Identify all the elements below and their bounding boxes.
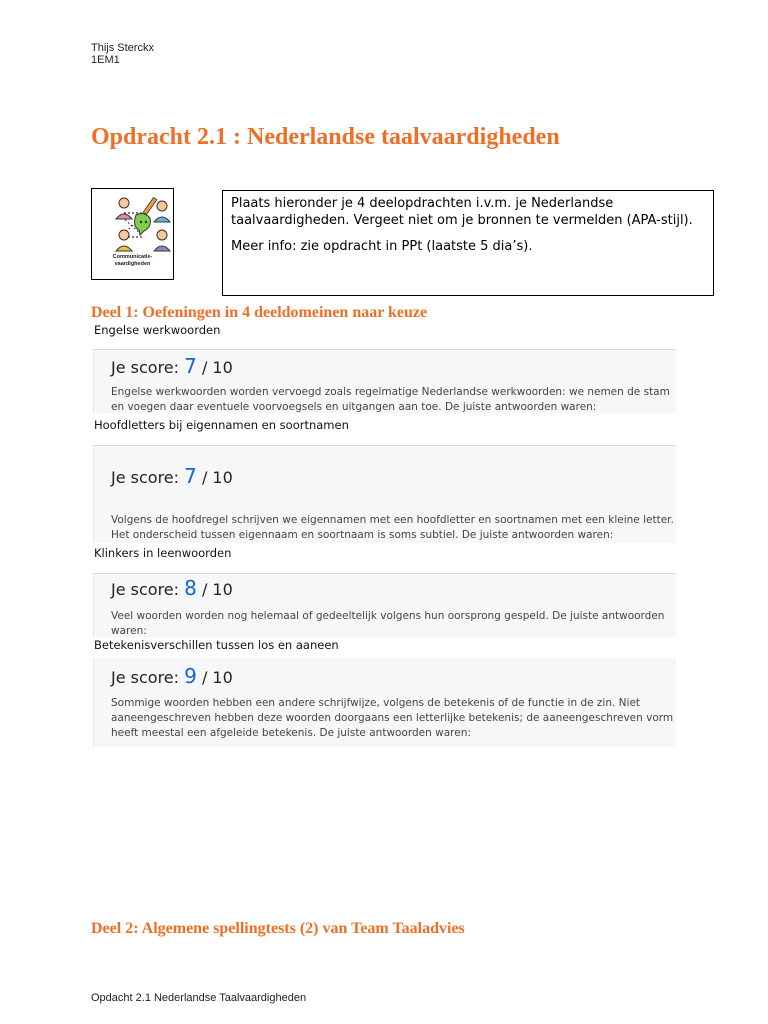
score-value: 8 xyxy=(184,576,197,600)
score-line xyxy=(111,464,233,488)
page-footer: Opdacht 2.1 Nederlandse Taalvaardigheden xyxy=(91,992,307,1004)
exercise-feedback: Veel woorden worden nog helemaal of gedeeltelijk volgens hun oorsprong gespeld. De juiste antwoorden waren: xyxy=(111,610,665,637)
exercise-label: Hoofdletters bij eigennamen en soortnamen xyxy=(94,418,349,432)
exercise-feedback: Engelse werkwoorden worden vervoegd zoals regelmatige Nederlandse werkwoorden: we nemen de stam en voegen daar eventuele voorvoegsels en uitgangen aan toe. De juiste antwoorden waren: xyxy=(111,386,670,413)
section-heading-deel2: Deel 2: Algemene spellingtests (2) van Team Taaladvies xyxy=(91,920,465,937)
score-total: / 10 xyxy=(201,668,233,687)
score-total: / 10 xyxy=(201,358,233,377)
author-name: Thijs Sterckx xyxy=(91,42,154,54)
score-prefix: Je score: xyxy=(111,580,180,599)
score-line xyxy=(111,576,233,600)
score-card xyxy=(93,445,676,543)
section-heading-deel1: Deel 1: Oefeningen in 4 deeldomeinen naar keuze xyxy=(91,304,428,321)
logo-caption xyxy=(92,254,173,268)
score-line xyxy=(111,354,233,378)
logo-box xyxy=(91,188,174,280)
exercise-feedback: Volgens de hoofdregel schrijven we eigennamen met een hoofdletter en soortnamen met een kleine letter. Het onderscheid tussen eigennaam en soortnaam is soms subtiel. De juiste antwoorden waren: xyxy=(111,514,674,541)
score-value: 7 xyxy=(184,464,197,488)
score-value: 7 xyxy=(184,354,197,378)
exercise-label: Engelse werkwoorden xyxy=(94,323,221,337)
exercise-label: Betekenisverschillen tussen los en aaneen xyxy=(94,638,339,652)
score-card xyxy=(93,573,676,637)
score-line xyxy=(111,664,233,688)
logo-caption-text: Communicatie- vaardigheden xyxy=(112,254,153,267)
exercise-label: Klinkers in leenwoorden xyxy=(94,546,232,560)
exercise-feedback: Sommige woorden hebben een andere schrijfwijze, volgens de betekenis of de functie in de zin. Niet aaneengeschreven hebben deze woorden doorgaans een letterlijke betekenis; de aaneengeschreven vorm heeft meestal een afgeleide betekenis. De juiste antwoorden waren: xyxy=(111,697,674,739)
page-title: Opdracht 2.1 : Nederlandse taalvaardigheden xyxy=(91,124,560,150)
score-prefix: Je score: xyxy=(111,358,180,377)
score-card xyxy=(93,658,676,747)
instructions-box xyxy=(222,190,714,296)
communication-skills-icon xyxy=(92,191,173,257)
instructions-paragraph-2: Meer info: zie opdracht in PPt (laatste 5 dia’s). xyxy=(231,239,533,254)
score-prefix: Je score: xyxy=(111,668,180,687)
score-prefix: Je score: xyxy=(111,468,180,487)
score-total: / 10 xyxy=(201,580,233,599)
score-total: / 10 xyxy=(201,468,233,487)
class-code: 1EM1 xyxy=(91,54,120,66)
instructions-paragraph-1: Plaats hieronder je 4 deelopdrachten i.v.m. je Nederlandse taalvaardigheden. Vergeet niet om je bronnen te vermelden (APA-stijl). xyxy=(231,196,693,228)
score-card xyxy=(93,349,676,413)
score-value: 9 xyxy=(184,664,197,688)
